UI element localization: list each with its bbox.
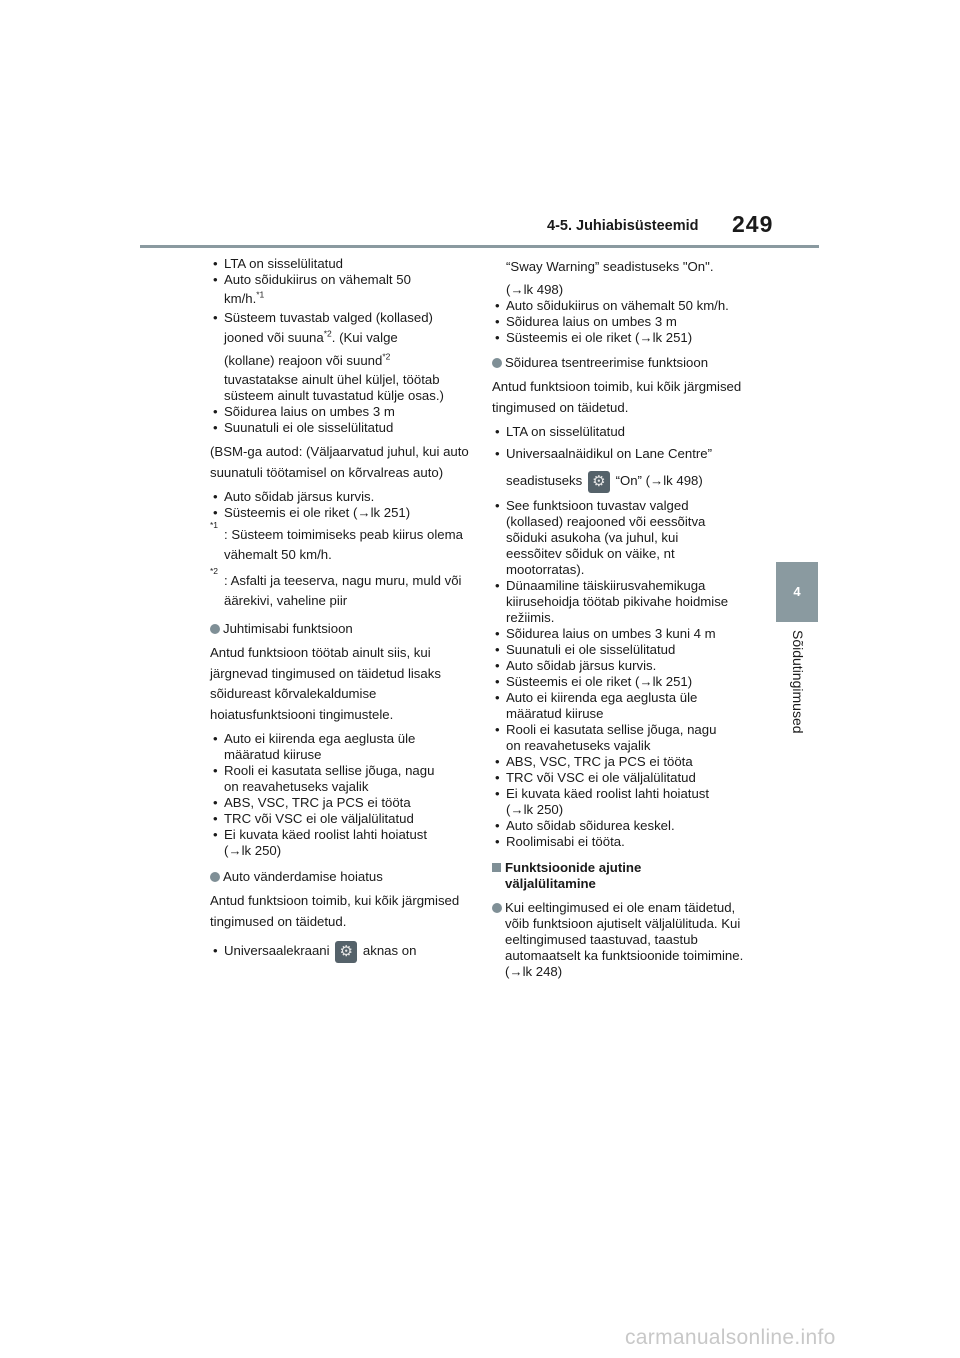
section-heading: Funktsioonide ajutine [492, 860, 754, 876]
chapter-tab: 4 [776, 562, 818, 622]
list-item: • Sõidurea laius on umbes 3 kuni 4 m [495, 626, 716, 641]
list-item-cont: mootorratas). [506, 562, 585, 577]
list-item: • Dünaamiline täiskiirusvahemikuga [495, 578, 706, 593]
paragraph: Antud funktsioon töötab ainult siis, kui järgnevad tingimused on täidetud lisaks sõidureast kõrvalekaldumise hoiatusfunktsiooni tingimustele. [210, 645, 441, 722]
list-item-cont: km/h.$^{*1}$ [224, 289, 265, 306]
list-item: • Roolimisabi ei tööta. [495, 834, 625, 849]
list-item-cont: seadistuseks ⚙ “On” (→lk 498) [492, 468, 754, 494]
list-item: • Suunatuli ei ole sisselülitatud [213, 420, 394, 435]
right-column [492, 256, 754, 986]
list-item-cont: “Sway Warning” seadistuseks "On". [506, 259, 714, 274]
list-item-cont: (→lk 250) [506, 802, 564, 817]
watermark: carmanualsonline.info [625, 1326, 836, 1349]
list-item: • See funktsioon tuvastav valged [495, 498, 689, 513]
gear-icon: ⚙ [588, 471, 610, 493]
section-heading: Juhtimisabi funktsioon [210, 621, 472, 637]
list-item-cont: määratud kiiruse [224, 747, 322, 762]
list-item-cont: (→lk 250) [224, 843, 282, 858]
list-item: • Rooli ei kasutata sellise jõuga, nagu [495, 722, 717, 737]
list-item: • Sõidurea laius on umbes 3 m [495, 314, 677, 329]
list-item: • Süsteem tuvastab valged (kollased) [213, 310, 433, 325]
list-item: • Süsteemis ei ole riket (→lk 251) [213, 505, 411, 520]
gear-icon: ⚙ [335, 941, 357, 963]
list-item-cont: kiirusehoidja töötab pikivahe hoidmise [506, 594, 729, 609]
list-item: • Auto ei kiirenda ega aeglusta üle [495, 690, 698, 705]
list-item-cont: jooned või suuna$^{*2}$. (Kui valge [224, 328, 398, 345]
list-item: • TRC või VSC ei ole väljalülitatud [495, 770, 696, 785]
list-item-cont: tuvastatakse ainult ühel küljel, töötab [224, 372, 440, 387]
section-title: 4-5. Juhiabisüsteemid [547, 218, 699, 234]
list-item: • Süsteemis ei ole riket (→lk 251) [495, 674, 693, 689]
list-item-cont: on reavahetuseks vajalik [506, 738, 651, 753]
paragraph: Antud funktsioon toimib, kui kõik järgmised tingimused on täidetud. [210, 893, 460, 929]
section-heading: Sõidurea tsentreerimise funktsioon [492, 355, 754, 371]
circle-bullet-icon [492, 903, 502, 913]
square-bullet-icon [492, 863, 501, 872]
list-item: • Süsteemis ei ole riket (→lk 251) [495, 330, 693, 345]
list-item-cont: sõiduki asukoha (va juhul, kui [506, 530, 679, 545]
list-item: • Ei kuvata käed roolist lahti hoiatust [213, 827, 428, 842]
list-item-cont: eessõitev sõiduk on väike, nt [506, 546, 675, 561]
list-item: • Suunatuli ei ole sisselülitatud [495, 642, 676, 657]
footnote: *1 : Süsteem toimimiseks peab kiirus olema vähemalt 50 km/h. [210, 520, 463, 562]
list-item: • Rooli ei kasutata sellise jõuga, nagu [213, 763, 435, 778]
list-item: • ABS, VSC, TRC ja PCS ei tööta [213, 795, 411, 810]
list-item-cont: (→lk 498) [506, 282, 564, 297]
chapter-label: Sõidutingimused [790, 630, 806, 734]
list-item: • Sõidurea laius on umbes 3 m [213, 404, 395, 419]
paragraph: Antud funktsioon toimib, kui kõik järgmised tingimused on täidetud. [492, 379, 742, 415]
left-column [210, 256, 472, 964]
list-item: • ABS, VSC, TRC ja PCS ei tööta [495, 754, 693, 769]
list-item: • Auto sõidab sõidurea keskel. [495, 818, 675, 833]
list-item: • Auto sõidukiirus on vähemalt 50 [213, 272, 411, 287]
circle-bullet-icon [210, 624, 220, 634]
list-item-cont: on reavahetuseks vajalik [224, 779, 369, 794]
page-number: 249 [732, 211, 774, 237]
list-item: • Auto ei kiirenda ega aeglusta üle [213, 731, 416, 746]
paragraph: (BSM-ga autod: (Väljaarvatud juhul, kui auto suunatuli töötamisel on kõrvalreas auto) [210, 444, 469, 480]
note-paragraph: Kui eeltingimused ei ole enam täidetud, võib funktsioon ajutiselt väljalülituda. Kui eeltingimused taastuvad, taastub automaatselt ka funktsioonide toimimine. (→lk 248) [492, 900, 754, 980]
list-item: • Universaalekraani ⚙ aknas on [210, 938, 472, 964]
section-heading: Auto vänderdamise hoiatus [210, 869, 472, 885]
list-item-cont: süsteem ainult tuvastatud külje osas.) [224, 388, 444, 403]
list-item: • Auto sõidab järsus kurvis. [495, 658, 657, 673]
circle-bullet-icon [210, 872, 220, 882]
list-item: • Auto sõidukiirus on vähemalt 50 km/h. [495, 298, 729, 313]
list-item: • LTA on sisselülitatud [495, 424, 625, 439]
list-item: • LTA on sisselülitatud [213, 256, 343, 271]
list-item: • Auto sõidab järsus kurvis. [213, 489, 375, 504]
circle-bullet-icon [492, 358, 502, 368]
list-item-cont: määratud kiiruse [506, 706, 604, 721]
list-item-cont: (kollane) reajoon või suund$^{*2}$ [224, 351, 391, 368]
header-divider [140, 245, 819, 248]
footnote: *2 : Asfalti ja teeserva, nagu muru, muld või äärekivi, vaheline piir [210, 566, 462, 608]
list-item-cont: (kollased) reajooned või eessõitva [506, 514, 706, 529]
list-item: • Ei kuvata käed roolist lahti hoiatust [495, 786, 710, 801]
list-item-cont: režiimis. [506, 610, 555, 625]
list-item: • TRC või VSC ei ole väljalülitatud [213, 811, 414, 826]
list-item: • Universaalnäidikul on Lane Centre” [495, 446, 712, 461]
section-heading-cont: väljalülitamine [505, 876, 596, 891]
